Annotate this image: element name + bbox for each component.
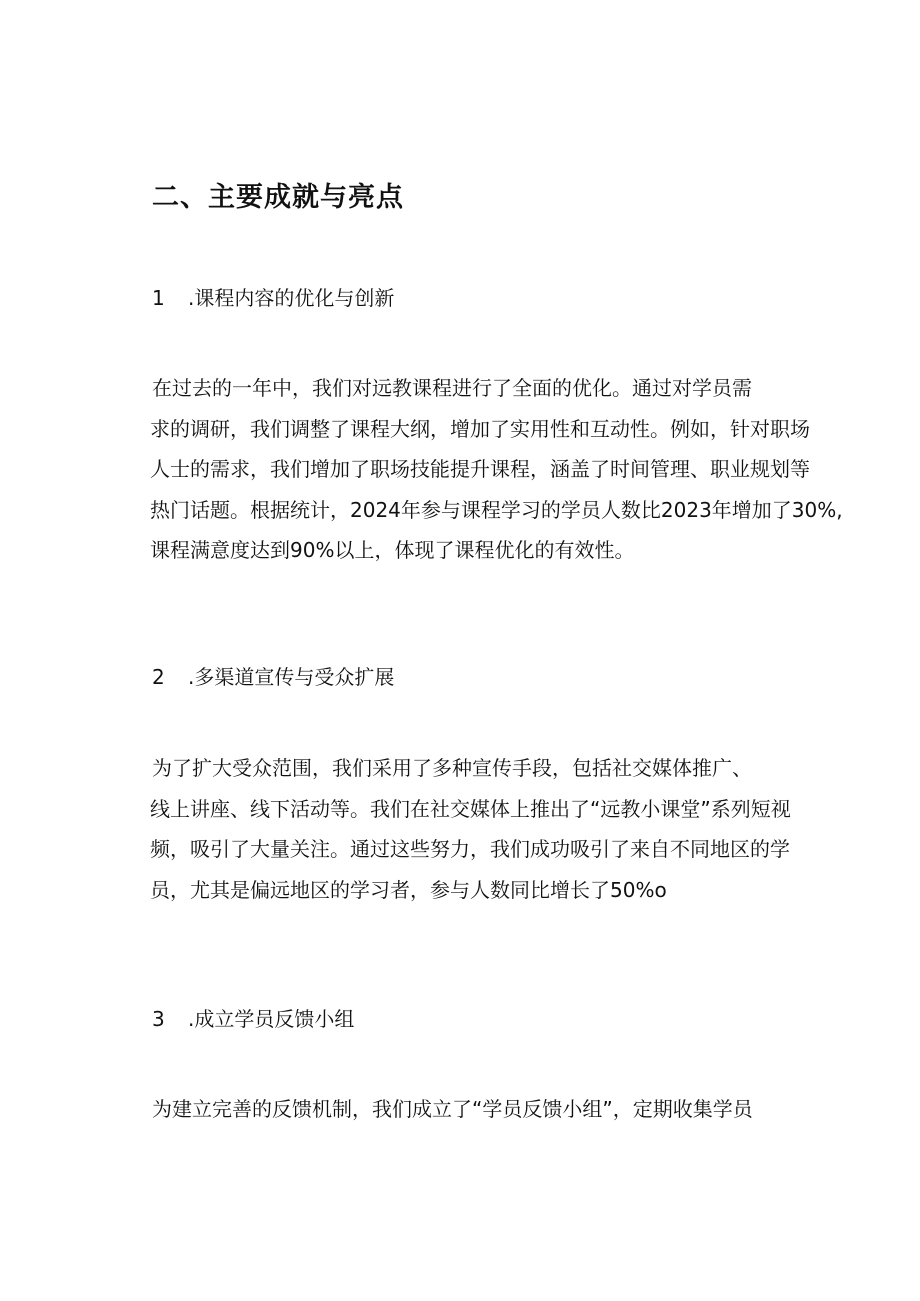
item-heading-2 xyxy=(152,662,394,692)
paragraph-line: 频，吸引了大量关注。通过这些努力，我们成功吸引了来自不同地区的学 xyxy=(150,837,790,861)
item-heading-3 xyxy=(152,1004,354,1034)
item-title: .课程内容的优化与创新 xyxy=(188,286,395,310)
item-title: .成立学员反馈小组 xyxy=(188,1007,355,1031)
paragraph-line: 在过去的一年中，我们对远教课程进行了全面的优化。通过对学员需 xyxy=(152,376,752,400)
item-number: 3 xyxy=(152,1007,165,1031)
paragraph-line: 员，尤其是偏远地区的学习者，参与人数同比增长了50%o xyxy=(150,877,667,902)
paragraph-line: 课程满意度达到90%以上，体现了课程优化的有效性。 xyxy=(150,538,635,562)
paragraph-1 xyxy=(150,368,843,571)
item-number: 1 xyxy=(152,286,165,310)
paragraph-2 xyxy=(152,748,824,910)
paragraph-line: 求的调研，我们调整了课程大纲，增加了实用性和互动性。例如，针对职场 xyxy=(150,416,810,441)
paragraph-3 xyxy=(152,1089,824,1130)
item-heading-1 xyxy=(152,283,394,313)
paragraph-line: 人士的需求，我们增加了职场技能提升课程，涵盖了时间管理、职业规划等 xyxy=(150,457,810,481)
item-number: 2 xyxy=(152,665,165,689)
section-title: 二、主要成就与亮点 xyxy=(152,182,404,213)
item-title: .多渠道宣传与受众扩展 xyxy=(188,665,395,689)
paragraph-line: 为建立完善的反馈机制，我们成立了“学员反馈小组”，定期收集学员 xyxy=(152,1097,753,1121)
paragraph-line: 热门话题。根据统计，2024年参与课程学习的学员人数比2023年增加了30%, xyxy=(150,497,843,522)
paragraph-line: 线上讲座、线下活动等。我们在社交媒体上推出了“远教小课堂”系列短视 xyxy=(150,796,791,821)
paragraph-line: 为了扩大受众范围，我们采用了多种宣传手段，包括社交媒体推广、 xyxy=(152,756,752,780)
